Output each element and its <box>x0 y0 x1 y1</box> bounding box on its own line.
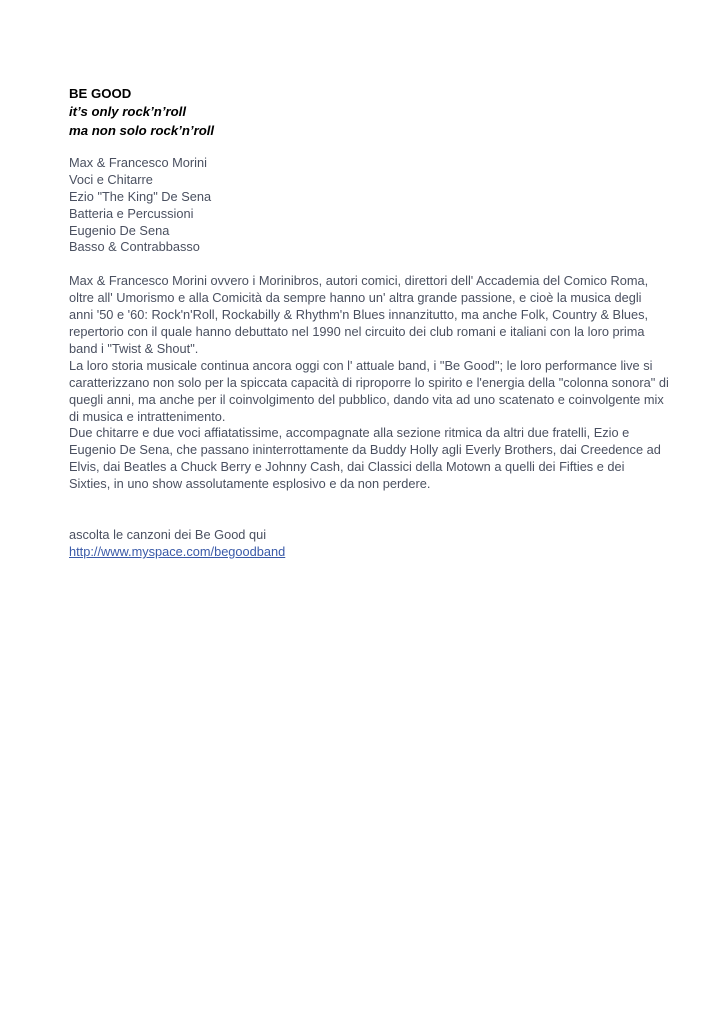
listen-text: ascolta le canzoni dei Be Good qui <box>69 527 267 543</box>
bio-paragraph: Max & Francesco Morini ovvero i Morinibros, autori comici, direttori dell' Accademia del Comico Roma, oltre all' Umorismo e alla Comicità da sempre hanno un' altra grande passione, e cioè la musica degli anni '50 e '60: Rock'n'Roll, Rockabilly & Rhythm'n Blues innanzitutto, ma anche Folk, Country & Blues, repertorio con il quale hanno debuttato nel 1990 nel circuito dei club romani e italiani con la loro prima band i "Twist & Shout". <box>69 273 649 356</box>
credit-line: Max & Francesco Morini <box>69 154 207 170</box>
tagline-2: ma non solo rock’n’roll <box>69 122 215 138</box>
tagline-1: it’s only rock’n’roll <box>69 104 187 120</box>
credit-line: Basso & Contrabbasso <box>69 239 200 255</box>
credit-line: Eugenio De Sena <box>69 222 170 238</box>
band-title: BE GOOD <box>69 86 132 101</box>
document-page <box>69 85 669 561</box>
listen-section <box>69 527 669 561</box>
biography <box>69 273 669 493</box>
bio-paragraph: Due chitarre e due voci affiatatissime, accompagnate alla sezione ritmica da altri due fratelli, Ezio e Eugenio De Sena, che passano ininterrottamente da Buddy Holly agli Everly Brothers, dai Creedence ad Elvis, dai Beatles a Chuck Berry e Johnny Cash, dai Classici della Motown a quelli dei Fifties e dei Sixties, in uno show assolutamente esplosivo e da non perdere. <box>69 425 661 492</box>
header-block <box>69 85 669 140</box>
bio-paragraph: La loro storia musicale continua ancora oggi con l' attuale band, i "Be Good"; le loro performance live si caratterizzano non solo per la spiccata capacità di riproporre lo spirito e l'energia della "colonna sonora" di quegli anni, ma anche per il coinvolgimento del pubblico, dando vita ad uno scatenato e coinvolgente mix di musica e intrattenimento. <box>69 357 669 424</box>
credit-line: Ezio "The King" De Sena <box>69 188 212 204</box>
credit-line: Batteria e Percussioni <box>69 205 194 221</box>
credits-list <box>69 155 669 256</box>
myspace-link[interactable]: http://www.myspace.com/begoodband <box>69 544 286 560</box>
credit-line: Voci e Chitarre <box>69 171 153 187</box>
